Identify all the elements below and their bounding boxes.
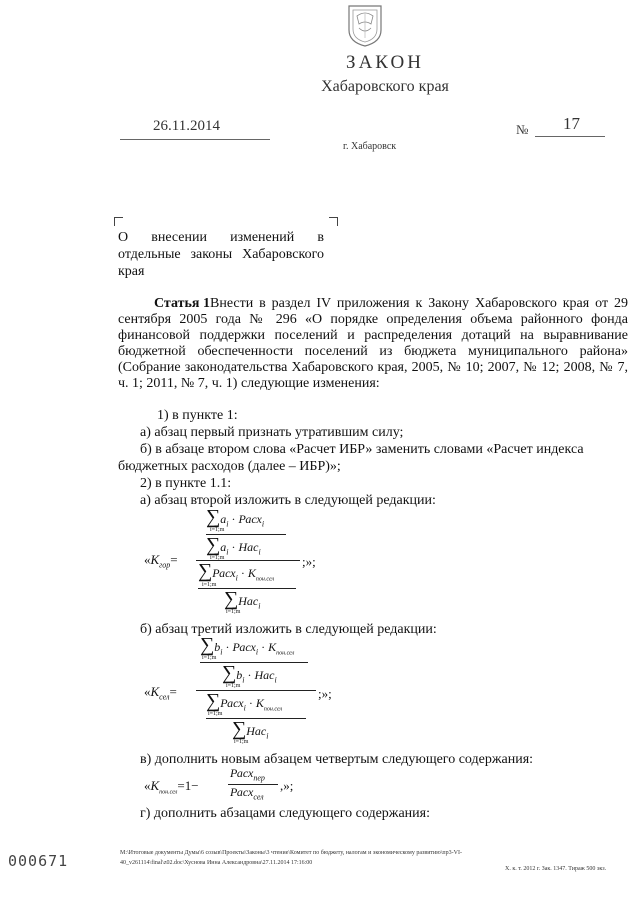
date-underline	[120, 139, 270, 140]
item-1b-line1: б) в абзаце втором слова «Расчет ИБР» заменить словами «Расчет индекса	[140, 442, 584, 457]
document-subtitle: Хабаровского края	[321, 78, 449, 95]
document-subject: О внесении изменений в отдельные законы Хабаровского края	[118, 230, 324, 279]
registration-stamp: 000671	[8, 852, 69, 870]
footer-print-info: Х. к. т. 2012 г. Зак. 1347. Тираж 500 экз.	[505, 866, 607, 872]
intro-block	[118, 296, 628, 392]
formula-k-gor: «$K_{гор}=$ $\sum a_i$ · Расх$_i$ i=1;m $\sum a_i \cdot Нас_i$ i=1;m ∑Расх$_i$ · $K_{пон.сел}$ i=1;m ∑Нас$_i$ i=1;m ;»;	[144, 506, 316, 615]
footer-path-line2: 40_v261114\final\z02.doc\Хуснова Инна Александровна\27.11.2014 17:16:00	[120, 860, 313, 866]
number-sign: №	[516, 122, 529, 137]
number-underline	[535, 136, 605, 137]
item-1: 1) в пункте 1:	[157, 408, 238, 423]
item-2a: а) абзац второй изложить в следующей редакции:	[140, 493, 436, 508]
formula-k-pon-sel: «$K_{пон.сел}=1-$ Расх$_{пер}$ Расх$_{сел}$ ,»;	[144, 766, 294, 802]
subject-bracket-left	[114, 217, 123, 226]
footer-path-line1: М:\Итоговые документы Думы\6 созыв\Проекты\Законы\3 чтение\Комитет по бюджету, налогам и экономическому развитию\пр3-VI-	[120, 850, 462, 856]
item-2g: г) дополнить абзацами следующего содержания:	[140, 806, 430, 821]
document-city: г. Хабаровск	[343, 141, 397, 152]
document-title: ЗАКОН	[346, 52, 424, 73]
item-2v: в) дополнить новым абзацем четвертым следующего содержания:	[140, 752, 534, 767]
document-number: 17	[563, 114, 580, 133]
document-date: 26.11.2014	[153, 118, 220, 134]
item-1a: а) абзац первый признать утратившим силу;	[140, 425, 404, 440]
formula-k-sel: «$K_{сел}=$ $\sum b_i$ · Расх$_i$ · $K_{пон.сел}$ i=1;m $\sum b_i \cdot Нас_i$ i=1;m ∑Расх$_i$ · $K_{пон.сел}$ i=1;m ∑Нас$_i$ i=1;m ;»;	[144, 634, 332, 745]
item-1b-line2: бюджетных расходов (далее – ИБР)»;	[118, 459, 341, 474]
intro-paragraph: Внести в раздел IV приложения к Закону Хабаровского края от 29 сентября 2005 года № 296 «О порядке определения объема районного фонда финансовой поддержки поселений и распределения дотаций на выравнивание бюджетной обеспеченности поселений из бюджета муниципального района» (Собрание законодательства Хабаровского края, 2005, № 10; 2007, № 12; 2008, № 7, ч. 1; 2011, № 7, ч. 1) следующие изменения:	[118, 296, 628, 391]
item-2b: б) абзац третий изложить в следующей редакции:	[140, 622, 437, 637]
subject-bracket-right	[329, 217, 338, 226]
coat-of-arms-emblem	[343, 2, 387, 48]
article-heading: Статья 1	[154, 296, 210, 311]
item-2: 2) в пункте 1.1:	[140, 476, 232, 491]
